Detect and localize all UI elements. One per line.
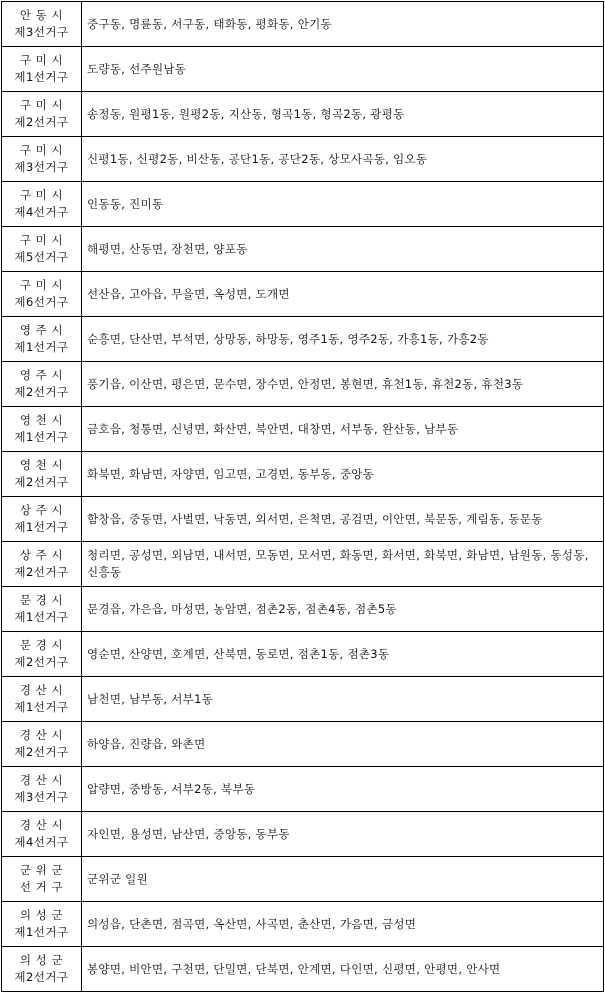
district-city: 경 산 시 xyxy=(19,728,64,742)
district-number: 선 거 구 xyxy=(19,880,64,894)
district-name-cell xyxy=(2,272,82,317)
district-city: 구 미 시 xyxy=(19,143,64,157)
district-name-cell xyxy=(2,362,82,407)
district-number: 제2선거구 xyxy=(14,115,69,129)
district-name-cell xyxy=(2,452,82,497)
district-areas: 압량면, 중방동, 서부2동, 북부동 xyxy=(82,767,604,812)
district-city: 영 천 시 xyxy=(19,458,64,472)
table-row xyxy=(2,587,604,632)
district-city: 의 성 군 xyxy=(19,908,64,922)
district-areas: 도량동, 선주원남동 xyxy=(82,47,604,92)
district-number: 제2선거구 xyxy=(14,970,69,984)
district-name-cell xyxy=(2,227,82,272)
district-city: 경 산 시 xyxy=(19,818,64,832)
district-areas: 의성읍, 단촌면, 점곡면, 옥산면, 사곡면, 춘산면, 가음면, 금성면 xyxy=(82,902,604,947)
district-areas: 화북면, 화남면, 자양면, 임고면, 고경면, 동부동, 중앙동 xyxy=(82,452,604,497)
district-name-cell xyxy=(2,407,82,452)
table-row xyxy=(2,362,604,407)
district-name-cell xyxy=(2,812,82,857)
district-areas: 문경읍, 가은읍, 마성면, 농암면, 점촌2동, 점촌4동, 점촌5동 xyxy=(82,587,604,632)
district-number: 제1선거구 xyxy=(14,520,69,534)
district-areas: 송정동, 원평1동, 원평2동, 지산동, 형곡1동, 형곡2동, 광평동 xyxy=(82,92,604,137)
district-areas: 선산읍, 고아읍, 무을면, 옥성면, 도개면 xyxy=(82,272,604,317)
table-row xyxy=(2,722,604,767)
table-row xyxy=(2,452,604,497)
district-name-cell xyxy=(2,182,82,227)
district-number: 제2선거구 xyxy=(14,745,69,759)
table-row xyxy=(2,632,604,677)
table-row xyxy=(2,677,604,722)
table-row xyxy=(2,137,604,182)
district-areas: 함창읍, 중동면, 사벌면, 낙동면, 외서면, 은척면, 공검면, 이안면, 북문동, 계림동, 동문동 xyxy=(82,497,604,542)
district-areas: 금호읍, 청통면, 신녕면, 화산면, 북안면, 대창면, 서부동, 완산동, 남부동 xyxy=(82,407,604,452)
district-city: 경 산 시 xyxy=(19,773,64,787)
table-row xyxy=(2,497,604,542)
district-name-cell xyxy=(2,47,82,92)
district-areas: 남천면, 남부동, 서부1동 xyxy=(82,677,604,722)
table-row xyxy=(2,812,604,857)
district-areas: 해평면, 산동면, 장천면, 양포동 xyxy=(82,227,604,272)
table-row xyxy=(2,902,604,947)
district-number: 제3선거구 xyxy=(14,25,69,39)
district-number: 제2선거구 xyxy=(14,385,69,399)
district-number: 제1선거구 xyxy=(14,610,69,624)
district-name-cell xyxy=(2,92,82,137)
district-areas: 청리면, 공성면, 외남면, 내서면, 모동면, 모서면, 화동면, 화서면, 화북면, 화남면, 남원동, 동성동, 신흥동 xyxy=(82,542,604,587)
district-city: 영 주 시 xyxy=(19,368,64,382)
district-areas: 중구동, 명륜동, 서구동, 태화동, 평화동, 안기동 xyxy=(82,2,604,47)
table-row xyxy=(2,182,604,227)
district-name-cell xyxy=(2,677,82,722)
district-areas: 하양읍, 진량읍, 와촌면 xyxy=(82,722,604,767)
district-name-cell xyxy=(2,497,82,542)
district-name-cell xyxy=(2,317,82,362)
district-number: 제2선거구 xyxy=(14,475,69,489)
district-number: 제2선거구 xyxy=(14,655,69,669)
table-row xyxy=(2,47,604,92)
district-number: 제3선거구 xyxy=(14,790,69,804)
district-city: 상 주 시 xyxy=(19,548,64,562)
district-number: 제2선거구 xyxy=(14,565,69,579)
district-city: 영 천 시 xyxy=(19,413,64,427)
district-city: 문 경 시 xyxy=(19,593,64,607)
table-row xyxy=(2,407,604,452)
district-number: 제1선거구 xyxy=(14,700,69,714)
district-name-cell xyxy=(2,947,82,992)
district-city: 구 미 시 xyxy=(19,278,64,292)
district-city: 의 성 군 xyxy=(19,953,64,967)
district-number: 제1선거구 xyxy=(14,430,69,444)
district-name-cell xyxy=(2,767,82,812)
district-name-cell xyxy=(2,137,82,182)
table-row xyxy=(2,767,604,812)
district-city: 구 미 시 xyxy=(19,98,64,112)
district-city: 구 미 시 xyxy=(19,233,64,247)
district-areas: 자인면, 용성면, 남산면, 중앙동, 동부동 xyxy=(82,812,604,857)
district-areas: 봉양면, 비안면, 구천면, 단밀면, 단북면, 안계면, 다인면, 신평면, 안평면, 안사면 xyxy=(82,947,604,992)
district-city: 구 미 시 xyxy=(19,188,64,202)
table-row xyxy=(2,2,604,47)
district-number: 제1선거구 xyxy=(14,925,69,939)
district-table xyxy=(1,1,604,992)
district-number: 제1선거구 xyxy=(14,70,69,84)
table-row xyxy=(2,857,604,902)
district-areas: 신평1동, 신평2동, 비산동, 공단1동, 공단2동, 상모사곡동, 임오동 xyxy=(82,137,604,182)
table-row xyxy=(2,92,604,137)
district-name-cell xyxy=(2,542,82,587)
district-areas: 순흥면, 단산면, 부석면, 상망동, 하망동, 영주1동, 영주2동, 가흥1동, 가흥2동 xyxy=(82,317,604,362)
district-areas: 영순면, 산양면, 호계면, 산북면, 동로면, 점촌1동, 점촌3동 xyxy=(82,632,604,677)
district-city: 경 산 시 xyxy=(19,683,64,697)
table-row xyxy=(2,272,604,317)
district-number: 제4선거구 xyxy=(14,835,69,849)
district-city: 안 동 시 xyxy=(19,8,64,22)
district-name-cell xyxy=(2,2,82,47)
district-city: 군 위 군 xyxy=(19,863,64,877)
district-areas: 인동동, 진미동 xyxy=(82,182,604,227)
district-name-cell xyxy=(2,587,82,632)
district-number: 제6선거구 xyxy=(14,295,69,309)
district-city: 구 미 시 xyxy=(19,53,64,67)
district-city: 영 주 시 xyxy=(19,323,64,337)
district-areas: 풍기읍, 이산면, 평은면, 문수면, 장수면, 안정면, 봉현면, 휴천1동, 휴천2동, 휴천3동 xyxy=(82,362,604,407)
table-row xyxy=(2,227,604,272)
district-name-cell xyxy=(2,632,82,677)
district-number: 제1선거구 xyxy=(14,340,69,354)
district-number: 제3선거구 xyxy=(14,160,69,174)
district-areas: 군위군 일원 xyxy=(82,857,604,902)
district-city: 문 경 시 xyxy=(19,638,64,652)
district-number: 제5선거구 xyxy=(14,250,69,264)
district-number: 제4선거구 xyxy=(14,205,69,219)
district-name-cell xyxy=(2,902,82,947)
table-row xyxy=(2,317,604,362)
table-row xyxy=(2,947,604,992)
district-name-cell xyxy=(2,857,82,902)
district-table-body xyxy=(2,2,604,992)
district-name-cell xyxy=(2,722,82,767)
district-city: 상 주 시 xyxy=(19,503,64,517)
table-row xyxy=(2,542,604,587)
